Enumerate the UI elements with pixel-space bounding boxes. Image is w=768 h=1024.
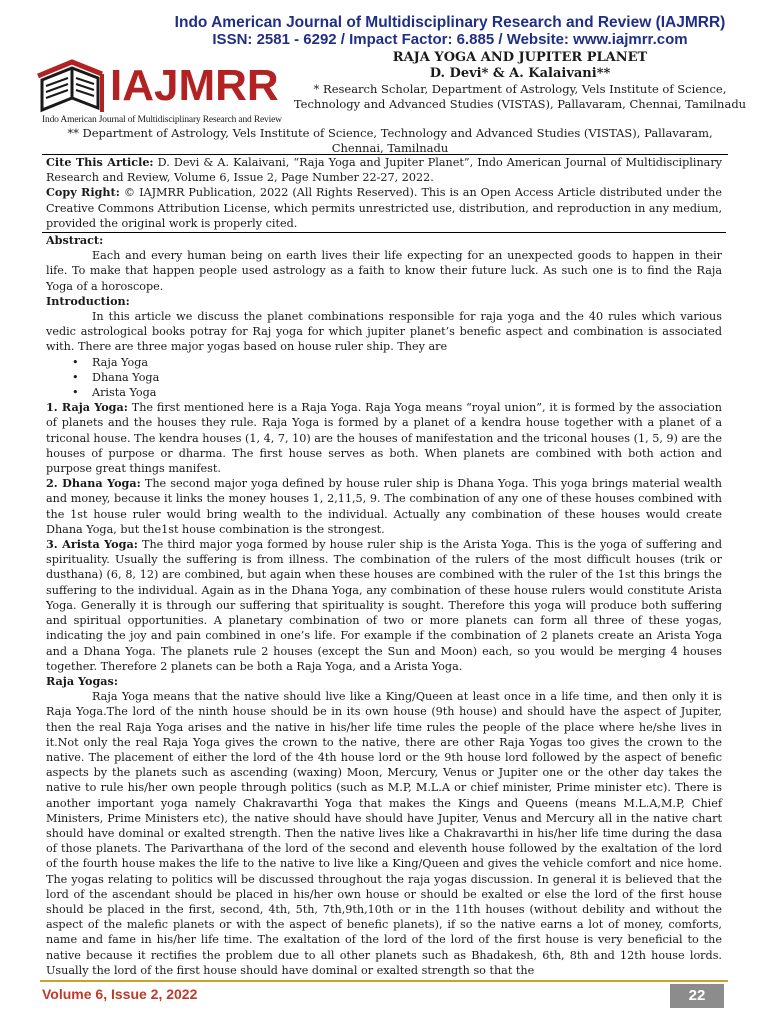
abstract-heading: Abstract: <box>46 233 104 248</box>
yoga-list <box>46 355 722 401</box>
section-raja-yoga <box>46 400 722 476</box>
abstract-text: Each and every human being on earth lives their life expecting for an unexpected goods to happen in their life. To make that happen people used astrology as a faith to know their future luck. As such one is to find the Raja Yoga of a horoscope. <box>46 249 722 293</box>
section-label: 3. Arista Yoga: <box>46 537 138 552</box>
section-text: The second major yoga defined by house ruler ship is Dhana Yoga. This yoga brings material wealth and money, because it links the money houses 1, 2,11,5, 9. The combination of any one of these houses combined with the 1st house ruler would bring wealth to the individual. Actually any combination of these houses would create Dhana Yoga, but the1st house combination is the strongest. <box>46 477 722 536</box>
page-number: 22 <box>670 984 724 1008</box>
section-arista-yoga <box>46 537 722 674</box>
list-item: • Dhana Yoga <box>92 370 722 385</box>
paper-title: RAJA YOGA AND JUPITER PLANET <box>392 50 648 65</box>
logo-wordmark: IAJMRR <box>110 61 279 110</box>
copyright-text: © IAJMRR Publication, 2022 (All Rights Reserved). This is an Open Access Article distributed under the Creative Commons Attribution License, which permits unrestricted use, distribution, and reproduction in any medium, provided the original work is properly cited. <box>46 186 723 230</box>
raja-yogas-heading: Raja Yogas: <box>46 673 118 688</box>
section-text: The first mentioned here is a Raja Yoga. Raja Yoga means “royal union”, it is formed by the association of planets and the houses they rule. Raja Yoga is formed by a planet of a kendra house together with a planet of a triconal house. The kendra houses (1, 4, 7, 10) are the houses of manifestation and the triconal houses (1, 5, 9) are the houses of purpose or dharma. The first house serves as both. When planets are combined with both action and purpose great things manifest. <box>46 401 722 476</box>
section-text: The third major yoga formed by house ruler ship is the Arista Yoga. This is the yoga of suffering and spirituality. Usually the suffering is from illness. The combination of the rulers of the most difficult houses (trik or dusthana) (6, 8, 12) are combined, but again when these houses are combined with the ruler of the 1st this brings the suffering to the individual. Again as in the Dhana Yoga, any combination of these house rulers would constitute Arista Yoga. Generally it is through our suffering that spirituality is sought. Therefore this yoga will produce both suffering and spiritual opportunities. A planetary combination of two or more planets can form all three of these yogas, indicating the joy and pain combined in one’s life. For example if the combination of 2 planets create an Arista Yoga and a Dhana Yoga. The planets rule 2 houses (except the Sun and Moon) each, so you would be merging 4 houses together. Therefore 2 planets can be both a Raja Yoga, and a Arista Yoga. <box>46 538 722 673</box>
book-icon <box>38 62 102 112</box>
cite-paragraph <box>46 155 722 185</box>
footer-divider <box>40 980 728 982</box>
introduction-text: In this article we discuss the planet combinations responsible for raja yoga and the 40 rules which various vedic astrological books potray for Raj yoga for which jupiter planet’s benefic aspect and combination is associated with. There are three major yogas based on house ruler ship. They are <box>46 310 722 354</box>
affiliation-2: ** Department of Astrology, Vels Institute of Science, Technology and Advanced Studies (VISTAS), Pallavaram, Chennai, Tamilnadu <box>67 126 713 155</box>
affiliation-1: * Research Scholar, Department of Astrology, Vels Institute of Science, Technology and Advanced Studies (VISTAS), Pallavaram, Chennai, Tamilnadu <box>293 82 747 111</box>
introduction-heading: Introduction: <box>46 293 130 308</box>
section-label: 1. Raja Yoga: <box>46 400 128 415</box>
cite-label: Cite This Article: <box>46 155 154 169</box>
list-item: • Raja Yoga <box>92 355 722 370</box>
section-label: 2. Dhana Yoga: <box>46 476 141 491</box>
article-body <box>46 155 722 978</box>
cite-text: D. Devi & A. Kalaivani, “Raja Yoga and Jupiter Planet”, Indo American Journal of Multidisciplinary Research and Review, Volume 6, Issue 2, Page Number 22-27, 2022. <box>46 156 722 185</box>
list-item: • Arista Yoga <box>92 385 722 400</box>
journal-issn-line: ISSN: 2581 - 6292 / Impact Factor: 6.885 / Website: www.iajmrr.com <box>212 31 688 48</box>
raja-yogas-text: Raja Yoga means that the native should live like a King/Queen at least once in a life time, and then only it is Raja Yoga.The lord of the ninth house should be in its own house (9th house) and should have the aspect of Jupiter, then the real Raja Yoga arises and the native in his/her life time rules the people of the place where he/she lives in it.Not only the real Raja Yoga gives the crown to the native, there are other Raja Yogas too gives the crown to the native. The placement of either the lord of the 4th house lord or the 9th house lord followed by the aspect of benefic aspects by the planets such as ascending (waxing) Moon, Mercury, Venus or Jupiter one or the other day takes the native to rule his/her own people through politics (such as M.P, M.L.A or chief minister, Prime minister etc). There is another important yoga namely Chakravarthi Yoga that makes the Kings and Queens (means M.L.A,M.P, Chief Ministers, Prime Ministers etc), the native should have should have Jupiter, Venus and Mercury all in the native chart should have dominal or exalted strength. Then the native lives like a Chakravarthi in his/her life time during the dasa of those planets. The Parivarthana of the lord of the second and eleventh house followed by the exaltation of the lord of the fourth house makes the life to the native to live like a King/Queen and gives the vehicle comfort and nice home. The yogas relating to politics will be discussed throughout the raja yogas discussion. In general it is believed that the lord of the ascendant should be placed in his/her own house or should be exalted or else the lord of the first house should be placed in the first, second, 4th, 5th, 7th,9th,10th or in the 11th houses (without debility and without the aspect of the malefic planets or with the aspect of benefic planets), if so the native earns a lot of money, comforts, name and fame in his/her life time. The exaltation of the lord of the lord of the first house is very beneficial to the native because it rectifies the problem due to all other planets such as Bhadakesh, 6th, 8th and 12th house lords. Usually the lord of the first house should have dominal or exalted strength so that the <box>46 690 722 977</box>
journal-name: Indo American Journal of Multidisciplinary Research and Review (IAJMRR) <box>174 14 726 31</box>
section-dhana-yoga <box>46 476 722 537</box>
footer-volume: Volume 6, Issue 2, 2022 <box>42 986 198 1002</box>
paper-authors: D. Devi* & A. Kalaivani** <box>429 66 611 81</box>
journal-logo <box>36 50 290 128</box>
copyright-label: Copy Right: <box>46 185 120 200</box>
copyright-paragraph <box>46 185 722 231</box>
logo-subtitle: Indo American Journal of Multidisciplinary Research and Review <box>42 115 282 125</box>
